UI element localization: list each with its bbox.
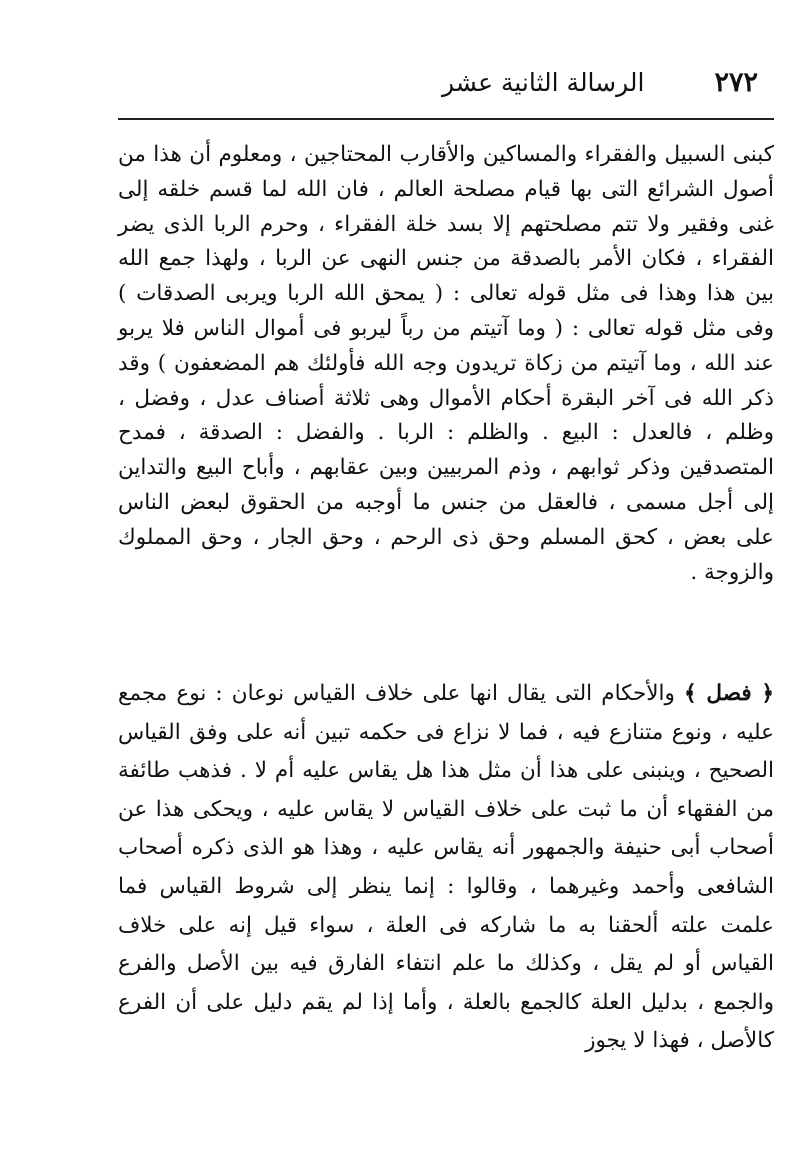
paragraph-2	[118, 675, 774, 1061]
page-number: ٢٧٢	[714, 66, 758, 98]
header-rule	[118, 118, 774, 120]
running-header	[112, 60, 758, 104]
running-title: الرسالة الثانية عشر	[442, 67, 645, 97]
section-heading-fasl: ﴿ فصل ﴾	[684, 681, 774, 706]
paragraph-2-text: والأحكام التى يقال انها على خلاف القياس نوعان : نوع مجمع عليه ، ونوع متنازع فيه ، فما لا نزاع فى حكمه تبين أنه على وفق القياس الصحيح ، وينبنى على هذا أن مثل هذا هل يقاس عليه أم لا . فذهب طائفة من الفقهاء أن ما ثبت على خلاف القياس لا يقاس عليه ، ويحكى هذا عن أصحاب أبى حنيفة والجمهور أنه يقاس عليه ، وهذا هو الذى ذكره أصحاب الشافعى وأحمد وغيرهما ، وقالوا : إنما ينظر إلى شروط القياس فما علمت علته ألحقنا به ما شاركه فى العلة ، سواء قيل إنه على خلاف القياس أو لم يقل ، وكذلك ما علم انتفاء الفارق فيه بين الأصل والفرع والجمع ، بدليل العلة كالجمع بالعلة ، وأما إذا لم يقم دليل على أن الفرع كالأصل ، فهذا لا يجوز	[118, 681, 774, 1054]
paragraph-1: كبنى السبيل والفقراء والمساكين والأقارب المحتاجين ، ومعلوم أن هذا من أصول الشرائع التى بها قيام مصلحة العالم ، فان الله لما قسم خلقه إلى غنى وفقير ولا تتم مصلحتهم إلا بسد خلة الفقراء ، وحرم الربا الذى يضر الفقراء ، فكان الأمر بالصدقة من جنس النهى عن الربا ، ولهذا جمع الله بين هذا وهذا فى مثل قوله تعالى : ( يمحق الله الربا ويربى الصدقات ) وفى مثل قوله تعالى : ( وما آتيتم من رباً ليربو فى أموال الناس فلا يربو عند الله ، وما آتيتم من زكاة تريدون وجه الله فأولئك هم المضعفون ) وقد ذكر الله فى آخر البقرة أحكام الأموال وهى ثلاثة أصناف عدل ، وفضل ، وظلم ، فالعدل : البيع . والظلم : الربا . والفضل : الصدقة ، فمدح المتصدقين وذكر ثوابهم ، وذم المربيين وبين عقابهم ، وأباح البيع والتداين إلى أجل مسمى ، فالعقل من جنس ما أوجبه من الحقوق لبعض الناس على بعض ، كحق المسلم وحق ذى الرحم ، وحق الجار ، وحق المملوك والزوجة .	[118, 142, 774, 585]
